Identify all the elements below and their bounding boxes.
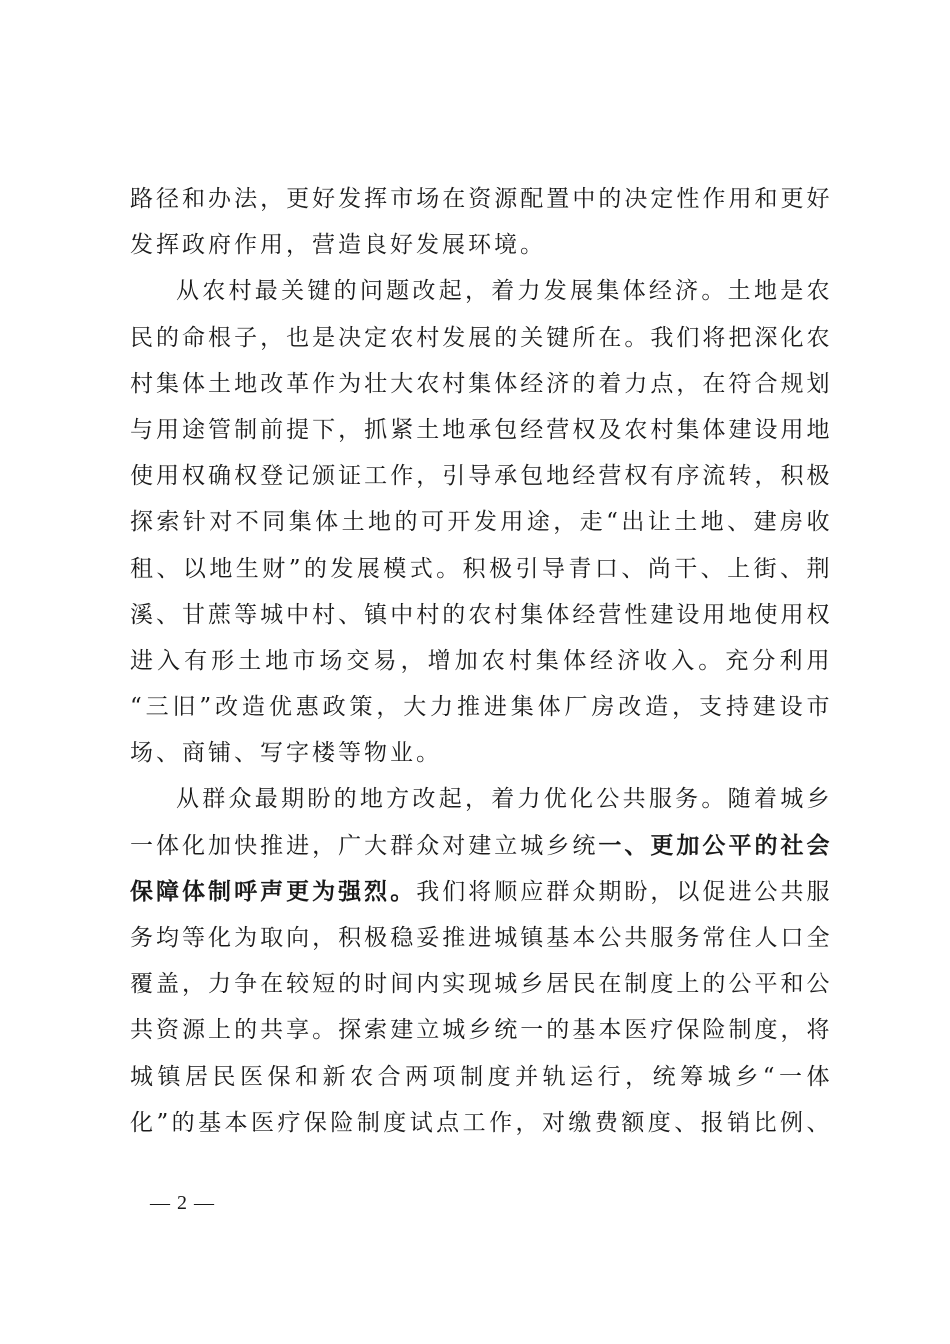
paragraph-3-line: 城镇居民医保和新农合两项制度并轨运行，统筹城乡“一体 bbox=[130, 1063, 830, 1090]
paragraph-3-line: 化”的基本医疗保险制度试点工作，对缴费额度、报销比例、 bbox=[130, 1109, 830, 1136]
paragraph-3-bold-text: 保障体制呼声更为强烈。 bbox=[130, 878, 417, 905]
paragraph-3-line-mixed bbox=[130, 869, 830, 915]
document-body bbox=[130, 176, 830, 1146]
paragraph-3-line: 覆盖，力争在较短的时间内实现城乡居民在制度上的公平和公 bbox=[130, 971, 830, 998]
paragraph-3-bold-text: 一、更加公平的社会 bbox=[598, 832, 831, 859]
paragraph-3-text: 我们将顺应群众期盼，以促进公共服 bbox=[416, 878, 831, 905]
paragraph-3-line: 从群众最期盼的地方改起，着力优化公共服务。随着城乡 bbox=[176, 786, 830, 813]
paragraph-3-line-mixed bbox=[130, 823, 830, 869]
paragraph-2-line: 场、商铺、写字楼等物业。 bbox=[130, 740, 442, 767]
page-number: — 2 — bbox=[150, 1192, 215, 1214]
paragraph-2-line: 使用权确权登记颁证工作，引导承包地经营权有序流转，积极 bbox=[130, 463, 830, 490]
paragraph-1-line: 发挥政府作用，营造良好发展环境。 bbox=[130, 232, 546, 259]
paragraph-1-line: 路径和办法，更好发挥市场在资源配置中的决定性作用和更好 bbox=[130, 186, 830, 212]
paragraph-2-line: 民的命根子，也是决定农村发展的关键所在。我们将把深化农 bbox=[130, 324, 830, 351]
paragraph-3-line: 共资源上的共享。探索建立城乡统一的基本医疗保险制度，将 bbox=[130, 1017, 830, 1044]
paragraph-2-line: “三旧”改造优惠政策，大力推进集体厂房改造，支持建设市 bbox=[130, 694, 830, 721]
paragraph-2-line: 与用途管制前提下，抓紧土地承包经营权及农村集体建设用地 bbox=[130, 416, 830, 443]
paragraph-2-line: 探索针对不同集体土地的可开发用途，走“出让土地、建房收 bbox=[130, 509, 830, 536]
paragraph-2-line: 溪、甘蔗等城中村、镇中村的农村集体经营性建设用地使用权 bbox=[130, 601, 830, 628]
paragraph-3-line: 务均等化为取向，积极稳妥推进城镇基本公共服务常住人口全 bbox=[130, 925, 830, 951]
paragraph-2-line: 租、以地生财”的发展模式。积极引导青口、尚干、上街、荆 bbox=[130, 555, 830, 582]
paragraph-2-line: 从农村最关键的问题改起，着力发展集体经济。土地是农 bbox=[176, 278, 830, 305]
paragraph-3-text: 一体化加快推进，广大群众对建立城乡统 bbox=[130, 832, 599, 859]
paragraph-2-line: 村集体土地改革作为壮大农村集体经济的着力点，在符合规划 bbox=[130, 370, 830, 397]
paragraph-2-line: 进入有形土地市场交易，增加农村集体经济收入。充分利用 bbox=[130, 647, 830, 674]
